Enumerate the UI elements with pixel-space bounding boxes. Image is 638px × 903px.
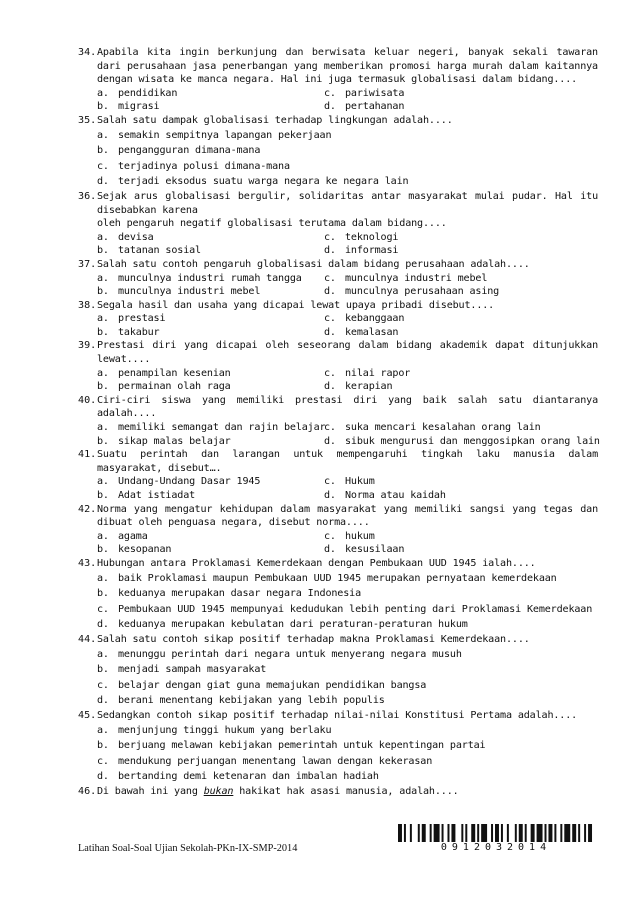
option-letter: c. — [97, 755, 109, 767]
answer-option — [324, 543, 598, 557]
answer-option — [97, 754, 598, 770]
option-text: pertahanan — [345, 101, 405, 113]
barcode-bar — [447, 824, 449, 842]
answer-options — [97, 367, 598, 394]
barcode-bar — [554, 824, 556, 842]
answer-option — [97, 159, 598, 175]
answer-option — [97, 489, 324, 503]
option-text: penampilan kesenian — [118, 367, 231, 379]
barcode-bar — [451, 824, 455, 842]
option-letter: a. — [97, 648, 109, 660]
barcode-bar — [418, 824, 420, 842]
barcode-bar — [545, 824, 547, 842]
option-text: informasi — [345, 245, 399, 257]
answer-options — [97, 231, 598, 258]
question-text: Salah satu contoh sikap positif terhadap makna Proklamasi Kemerdekaan.... — [97, 633, 530, 645]
option-text: munculnya perusahaan asing — [345, 286, 500, 298]
question-item — [78, 46, 598, 114]
barcode-bar — [465, 824, 467, 842]
question-text: Suatu perintah dan larangan untuk mempengaruhi tingkah laku manusia dalam masyarakat, disebut…. — [97, 449, 598, 474]
answer-option — [324, 475, 598, 489]
option-text: munculnya industri mebel — [118, 286, 261, 298]
question-number: 36. — [78, 190, 97, 202]
option-letter: a. — [97, 231, 109, 243]
option-text: teknologi — [345, 231, 399, 243]
barcode-bar — [519, 824, 523, 842]
option-letter: c. — [97, 160, 109, 172]
option-letter: d. — [324, 326, 336, 338]
option-letter: d. — [324, 286, 336, 298]
question-number: 45. — [78, 709, 97, 721]
barcode-bar — [537, 824, 543, 842]
question-text-continuation: oleh pengaruh negatif globalisasi terutama dalam bidang.... — [97, 218, 447, 230]
answer-option — [97, 475, 324, 489]
option-text: bertanding demi ketenaran dan imbalan hadiah — [118, 771, 379, 783]
question-text: Sedangkan contoh sikap positif terhadap nilai-nilai Konstitusi Pertama adalah.... — [97, 709, 578, 721]
answer-option — [324, 285, 598, 299]
option-text: munculnya industri mebel — [345, 272, 488, 284]
option-text: menunggu perintah dari negara untuk menyerang negara musuh — [118, 648, 462, 660]
option-text: pengangguran dimana-mana — [118, 145, 261, 157]
question-list — [78, 46, 598, 798]
option-letter: b. — [97, 245, 109, 257]
option-letter: a. — [97, 272, 109, 284]
barcode-bar — [578, 824, 580, 842]
option-text: takabur — [118, 326, 160, 338]
option-letter: d. — [97, 176, 109, 188]
question-text-emphasis: bukan — [203, 785, 234, 797]
answer-option — [97, 87, 324, 101]
question-item — [78, 114, 598, 190]
option-letter: a. — [97, 530, 109, 542]
option-letter: b. — [97, 664, 109, 676]
option-text: suka mencari kesalahan orang lain — [345, 422, 541, 434]
answer-option — [97, 231, 324, 245]
answer-option — [97, 326, 324, 340]
barcode-bar — [410, 824, 412, 842]
page-footer — [78, 842, 598, 866]
option-text: Pembukaan UUD 1945 mempunyai kedudukan lebih penting dari Proklamasi Kemerdekaan — [118, 603, 593, 615]
answer-option — [97, 128, 598, 144]
option-text: kemalasan — [345, 326, 399, 338]
option-text: devisa — [118, 231, 154, 243]
option-text: munculnya industri rumah tangga — [118, 272, 302, 284]
answer-option — [97, 617, 598, 633]
question-number: 43. — [78, 557, 97, 569]
answer-option — [97, 586, 598, 602]
answer-options — [97, 128, 598, 190]
barcode-bar — [507, 824, 509, 842]
answer-options — [97, 647, 598, 709]
option-text: nilai rapor — [345, 367, 411, 379]
barcode-bar — [398, 824, 402, 842]
answer-option — [97, 421, 324, 435]
question-number: 38. — [78, 299, 97, 311]
barcode-bar — [442, 824, 444, 842]
option-text: berani menentang kebijakan yang lebih populis — [118, 695, 385, 707]
question-text: Sejak arus globalisasi bergulir, solidaritas antar masyarakat mulai pudar. Hal itu disebabkan karena — [97, 190, 598, 216]
question-item — [78, 557, 598, 633]
answer-option — [97, 244, 324, 258]
option-letter: b. — [97, 101, 109, 113]
answer-option — [324, 272, 598, 286]
answer-option — [97, 367, 324, 381]
barcode-bar — [572, 824, 576, 842]
option-text: terjadi eksodus suatu warga negara ke negara lain — [118, 176, 409, 188]
question-text-part: Di bawah ini yang — [97, 785, 204, 797]
option-letter: a. — [97, 476, 109, 488]
option-letter: d. — [97, 619, 109, 631]
barcode-bar — [515, 824, 517, 842]
option-text: kesopanan — [118, 544, 172, 556]
question-item — [78, 785, 598, 799]
question-text: Ciri-ciri siswa yang memiliki prestasi diri yang baik salah satu diantaranya adalah.... — [97, 394, 598, 420]
question-item — [78, 503, 598, 557]
answer-option — [97, 174, 598, 190]
question-number: 37. — [78, 258, 97, 270]
barcode-bar — [548, 824, 552, 842]
footer-label: Latihan Soal-Soal Ujian Sekolah-PKn-IX-SMP-2014 — [78, 843, 298, 854]
option-letter: d. — [324, 490, 336, 501]
answer-option — [97, 530, 324, 544]
option-text: kebanggaan — [345, 313, 405, 325]
barcode-bar — [495, 824, 499, 842]
barcode-bar — [501, 824, 503, 842]
answer-option — [97, 693, 598, 709]
answer-option — [324, 231, 598, 245]
option-text: agama — [118, 530, 148, 542]
question-item — [78, 394, 598, 448]
answer-option — [324, 421, 600, 435]
question-number: 42. — [78, 503, 97, 515]
question-text: Segala hasil dan usaha yang dicapai lewat upaya pribadi disebut.... — [97, 299, 495, 311]
answer-options — [97, 87, 598, 114]
option-text: sibuk mengurusi dan menggosipkan orang lain — [345, 435, 600, 447]
question-number: 34. — [78, 47, 97, 58]
question-text: Salah satu contoh pengaruh globalisasi dalam bidang perusahaan adalah.... — [97, 258, 530, 270]
barcode-bar — [404, 824, 406, 842]
option-letter: c. — [324, 367, 336, 379]
barcode-bar — [430, 824, 432, 842]
option-text: permainan olah raga — [118, 381, 231, 393]
barcode-bar — [584, 824, 586, 842]
option-letter: c. — [97, 603, 109, 615]
option-letter: a. — [97, 422, 109, 434]
option-text: keduanya merupakan kebulatan dari peraturan-peraturan hukum — [118, 619, 468, 631]
answer-option — [97, 602, 598, 618]
option-letter: b. — [97, 544, 109, 556]
option-text: memiliki semangat dan rajin belajar — [118, 422, 326, 434]
barcode-bar — [564, 824, 570, 842]
answer-option — [324, 367, 598, 381]
option-text: terjadinya polusi dimana-mana — [118, 160, 290, 172]
answer-options — [97, 723, 598, 785]
question-number: 44. — [78, 633, 97, 645]
option-letter: c. — [324, 422, 336, 434]
barcode-bar — [560, 824, 562, 842]
option-text: semakin sempitnya lapangan pekerjaan — [118, 129, 332, 141]
option-letter: c. — [324, 272, 336, 284]
answer-option — [97, 285, 324, 299]
barcode-bar — [588, 824, 592, 842]
question-number: 40. — [78, 394, 97, 406]
option-letter: d. — [97, 695, 109, 707]
option-text: tatanan sosial — [118, 245, 201, 257]
answer-option — [324, 312, 598, 326]
option-letter: d. — [324, 381, 336, 393]
option-text: berjuang melawan kebijakan pemerintah untuk kepentingan partai — [118, 740, 486, 752]
question-item — [78, 339, 598, 393]
answer-options — [97, 475, 598, 502]
question-item — [78, 299, 598, 340]
option-letter: a. — [97, 572, 109, 584]
option-letter: a. — [97, 313, 109, 325]
answer-option — [97, 380, 324, 394]
question-number: 46. — [78, 785, 97, 797]
answer-options — [97, 312, 598, 339]
answer-option — [324, 435, 600, 449]
barcode-bar — [481, 824, 487, 842]
option-letter: c. — [324, 476, 336, 488]
option-letter: a. — [97, 367, 109, 379]
answer-option — [97, 769, 598, 785]
question-item — [78, 633, 598, 709]
answer-option — [97, 662, 598, 678]
option-letter: c. — [97, 679, 109, 691]
question-text: Norma yang mengatur kehidupan dalam masyarakat yang memiliki sangsi yang tegas dan dibuat oleh penguasa negara, disebut norma.... — [97, 503, 598, 529]
option-text: pariwisata — [345, 87, 405, 99]
option-letter: b. — [97, 381, 109, 393]
question-text: Hubungan antara Proklamasi Kemerdekaan dengan Pembukaan UUD 1945 ialah.... — [97, 557, 536, 569]
option-letter: d. — [324, 435, 336, 447]
answer-option — [97, 272, 324, 286]
answer-option — [97, 143, 598, 159]
option-text: hukum — [345, 530, 375, 542]
barcode-bar — [461, 824, 463, 842]
question-item — [78, 190, 598, 258]
option-text: Hukum — [345, 476, 375, 488]
barcode-bar — [434, 824, 440, 842]
option-text: kerapian — [345, 381, 393, 393]
option-letter: b. — [97, 326, 109, 338]
option-letter: c. — [324, 231, 336, 243]
barcode-number: 0912032014 — [440, 842, 552, 853]
answer-option — [97, 435, 324, 449]
answer-option — [97, 738, 598, 754]
option-text: mendukung perjuangan menentang lawan dengan kekerasan — [118, 755, 433, 767]
answer-option — [97, 312, 324, 326]
barcode-bar — [422, 824, 426, 842]
question-item — [78, 448, 598, 502]
option-letter: d. — [97, 771, 109, 783]
answer-option — [324, 100, 598, 114]
option-letter: b. — [97, 435, 109, 447]
barcode-bar — [525, 824, 527, 842]
answer-options — [97, 272, 598, 299]
answer-option — [97, 647, 598, 663]
option-text: prestasi — [118, 313, 166, 325]
option-letter: b. — [97, 740, 109, 752]
option-text: baik Proklamasi maupun Pembukaan UUD 1945 merupakan pernyataan kemerdekaan — [118, 572, 557, 584]
answer-options — [97, 571, 598, 633]
question-text: Apabila kita ingin berkunjung dan berwisata keluar negeri, banyak sekali tawaran dari perusahaan jasa penerbangan yang memberikan promosi harga murah dalam kaitannya dengan wisata ke manca negara. Hal ini juga termasuk globalisasi dalam bidang.... — [97, 47, 598, 86]
option-letter: a. — [97, 129, 109, 141]
question-text-part: hakikat hak asasi manusia, adalah.... — [233, 785, 459, 797]
option-text: pendidikan — [118, 87, 178, 99]
question-number: 41. — [78, 449, 97, 461]
answer-option — [324, 380, 598, 394]
answer-option — [97, 723, 598, 739]
barcode-bar — [491, 824, 493, 842]
option-text: Norma atau kaidah — [345, 490, 446, 501]
answer-option — [324, 326, 598, 340]
answer-option — [324, 530, 598, 544]
question-item — [78, 709, 598, 785]
answer-option — [97, 100, 324, 114]
barcode-bar — [477, 824, 479, 842]
option-letter: c. — [324, 530, 336, 542]
option-text: keduanya merupakan dasar negara Indonesia — [118, 588, 362, 600]
answer-option — [97, 571, 598, 587]
question-text: Prestasi diri yang dicapai oleh seseorang dalam bidang akademik dapat ditunjukkan lewat.... — [97, 340, 598, 366]
option-letter: b. — [97, 286, 109, 298]
answer-option — [324, 87, 598, 101]
option-text: Adat istiadat — [118, 490, 196, 501]
option-text: kesusilaan — [345, 544, 405, 556]
question-text — [97, 785, 598, 799]
question-number: 35. — [78, 114, 97, 126]
option-text: menjadi sampah masyarakat — [118, 664, 267, 676]
question-number: 39. — [78, 340, 97, 352]
question-text: Salah satu dampak globalisasi terhadap lingkungan adalah.... — [97, 114, 453, 126]
option-letter: c. — [324, 313, 336, 325]
option-text: Undang-Undang Dasar 1945 — [118, 476, 261, 488]
option-letter: d. — [324, 544, 336, 556]
option-text: migrasi — [118, 101, 160, 113]
option-text: menjunjung tinggi hukum yang berlaku — [118, 724, 332, 736]
answer-option — [324, 489, 598, 503]
answer-options — [97, 421, 598, 448]
option-letter: d. — [324, 245, 336, 257]
option-letter: a. — [97, 724, 109, 736]
barcode-bar — [471, 824, 475, 842]
option-letter: b. — [97, 490, 109, 501]
option-letter: a. — [97, 87, 109, 99]
answer-option — [324, 244, 598, 258]
option-letter: b. — [97, 145, 109, 157]
answer-option — [97, 678, 598, 694]
question-item — [78, 258, 598, 299]
indent-spacer — [78, 217, 97, 231]
barcode-bar — [531, 824, 535, 842]
option-letter: c. — [324, 87, 336, 99]
option-letter: b. — [97, 588, 109, 600]
option-letter: d. — [324, 101, 336, 113]
option-text: sikap malas belajar — [118, 435, 231, 447]
option-text: belajar dengan giat guna memajukan pendidikan bangsa — [118, 679, 427, 691]
answer-option — [97, 543, 324, 557]
answer-options — [97, 530, 598, 557]
